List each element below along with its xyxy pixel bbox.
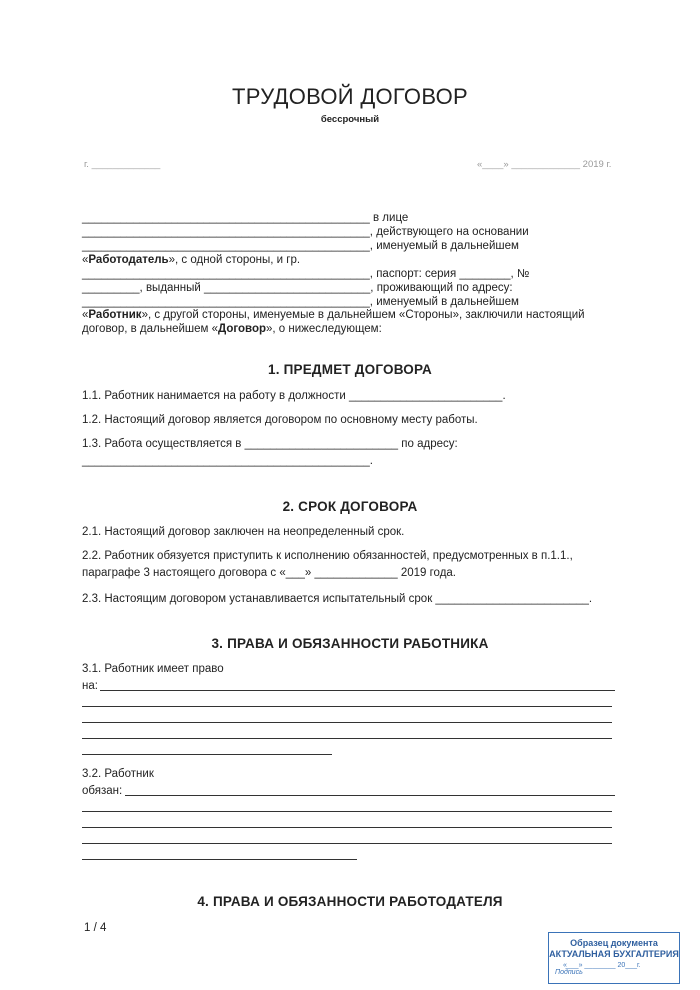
clause-1-3a: 1.3. Работа осуществляется в ________________________ по адресу:	[82, 438, 458, 450]
clause-2-1: 2.1. Настоящий договор заключен на неопределенный срок.	[82, 526, 405, 538]
blank-line	[82, 827, 612, 828]
blank-line	[82, 811, 612, 812]
city-field: г. _____________	[84, 159, 161, 170]
document-subtitle: бессрочный	[320, 114, 380, 125]
clause-1-3b: _____________________________________________.	[82, 455, 374, 467]
clause-3-1b: на:	[82, 680, 98, 692]
clause-2-3: 2.3. Настоящим договором устанавливается испытательный срок ________________________.	[82, 593, 593, 605]
clause-2-2a: 2.2. Работник обязуется приступить к исполнению обязанностей, предусмотренных в п.1.1.,	[82, 550, 573, 562]
section-1-heading: 1. ПРЕДМЕТ ДОГОВОРА	[268, 362, 432, 377]
parties-line-1: _____________________________________________ в лице	[82, 212, 409, 224]
stamp-line-4: Подпись	[555, 969, 583, 976]
blank-line	[125, 795, 615, 796]
clause-2-2b: параграфе 3 настоящего договора с «___» _____________ 2019 года.	[82, 567, 456, 579]
section-2-heading: 2. СРОК ДОГОВОРА	[282, 499, 418, 514]
section-3-heading: 3. ПРАВА И ОБЯЗАННОСТИ РАБОТНИКА	[211, 636, 489, 651]
blank-line	[82, 859, 357, 860]
parties-line-2: _____________________________________________, действующего на основании	[82, 226, 529, 238]
stamp-line-3: «___» ________ 20___г.	[563, 962, 641, 969]
blank-line	[82, 843, 612, 844]
blank-line	[82, 722, 612, 723]
parties-line-5: _____________________________________________, паспорт: серия ________, №	[82, 268, 530, 280]
clause-3-1a: 3.1. Работник имеет право	[82, 663, 224, 675]
page-number: 1 / 4	[84, 922, 107, 934]
clause-3-2a: 3.2. Работник	[82, 768, 154, 780]
blank-line	[82, 754, 332, 755]
blank-line	[82, 738, 612, 739]
clause-3-2b: обязан:	[82, 785, 123, 797]
parties-line-3: _____________________________________________, именуемый в дальнейшем	[82, 240, 519, 252]
parties-line-9: договор, в дальнейшем «Договор», о нижеследующем:	[82, 323, 382, 335]
clause-1-1: 1.1. Работник нанимается на работу в должности ________________________.	[82, 390, 506, 402]
clause-1-2: 1.2. Настоящий договор является договором по основному месту работы.	[82, 414, 478, 426]
sample-stamp	[548, 932, 680, 984]
date-field: «____» _____________ 2019 г.	[477, 159, 612, 170]
parties-line-4: «Работодатель», с одной стороны, и гр.	[82, 254, 301, 266]
stamp-line-1: Образец документа	[570, 938, 658, 948]
parties-line-6: _________, выданный __________________________, проживающий по адресу:	[82, 282, 513, 294]
document-title: ТРУДОВОЙ ДОГОВОР	[232, 84, 468, 109]
parties-line-7: _____________________________________________, именуемый в дальнейшем	[82, 296, 519, 308]
blank-line	[100, 690, 615, 691]
stamp-line-2: АКТУАЛЬНАЯ БУХГАЛТЕРИЯ	[549, 949, 679, 959]
blank-line	[82, 706, 612, 707]
parties-line-8: «Работник», с другой стороны, именуемые в дальнейшем «Стороны», заключили настоящий	[82, 309, 585, 321]
section-4-heading: 4. ПРАВА И ОБЯЗАННОСТИ РАБОТОДАТЕЛЯ	[197, 894, 503, 909]
